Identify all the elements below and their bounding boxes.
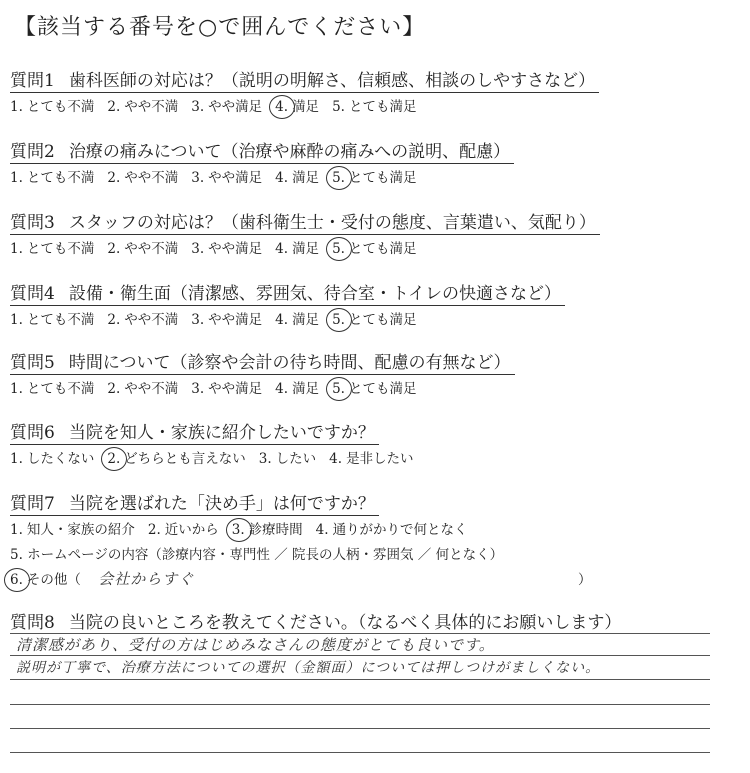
question-text: 当院を知人・家族に紹介したいですか？ — [68, 423, 375, 443]
option-3[interactable] — [191, 308, 262, 328]
question-8 — [10, 608, 625, 634]
option-number: 4. — [275, 381, 289, 397]
option-3[interactable] — [191, 377, 262, 397]
option-3[interactable] — [232, 518, 303, 538]
option-label: とても満足 — [348, 170, 417, 186]
option-number: 4. — [329, 451, 343, 467]
option-2[interactable] — [107, 95, 178, 115]
question-number: 質問3 — [10, 213, 55, 233]
other-close-paren: ） — [578, 572, 592, 588]
question-number: 質問4 — [10, 284, 55, 304]
option-number: 1. — [10, 451, 23, 467]
option-1[interactable] — [10, 377, 94, 397]
options-row-other — [10, 568, 630, 589]
option-number: 3. — [191, 381, 205, 397]
page-title: 【該当する番号を○で囲んでください】 — [14, 15, 426, 40]
answer-line — [10, 752, 710, 753]
question-number: 質問2 — [10, 142, 55, 162]
option-number: 5. — [332, 312, 345, 328]
option-label: とても不満 — [26, 99, 95, 115]
option-4[interactable] — [275, 308, 319, 328]
options-row — [10, 518, 630, 538]
option-number: 3. — [231, 522, 245, 538]
option-number: 4. — [315, 522, 329, 538]
option-2[interactable] — [148, 518, 219, 538]
question-6 — [10, 418, 427, 467]
option-label: 近いから — [164, 522, 219, 538]
option-3[interactable] — [259, 447, 316, 467]
question-title — [10, 489, 379, 516]
option-number: 3. — [191, 312, 205, 328]
option-number: 2. — [107, 451, 121, 467]
option-number: 2. — [107, 241, 121, 257]
option-1[interactable] — [10, 518, 135, 538]
question-number: 質問8 — [10, 613, 55, 633]
option-5[interactable] — [332, 377, 416, 397]
option-number: 3. — [258, 451, 272, 467]
option-3[interactable] — [191, 166, 262, 186]
option-label: やや不満 — [124, 170, 179, 186]
answer-line — [10, 728, 710, 729]
option-4[interactable] — [275, 377, 319, 397]
question-text: スタッフの対応は？（歯科衛生士・受付の態度、言葉遣い、気配り） — [68, 213, 596, 233]
option-label: 満足 — [292, 170, 320, 186]
option-5[interactable] — [332, 166, 416, 186]
option-number: 4. — [275, 241, 289, 257]
question-number: 質問5 — [10, 353, 55, 373]
question-title — [10, 348, 515, 375]
question-number: 質問1 — [10, 71, 55, 91]
option-5[interactable] — [332, 237, 416, 257]
question-title — [10, 279, 565, 306]
option-label: とても満足 — [348, 241, 417, 257]
option-label: やや満足 — [208, 170, 263, 186]
option-1[interactable] — [10, 447, 94, 467]
option-4[interactable] — [275, 237, 319, 257]
question-title — [10, 208, 600, 235]
question-2 — [10, 137, 514, 186]
options-row — [10, 237, 600, 257]
question-7 — [10, 489, 630, 589]
option-label: やや満足 — [208, 381, 263, 397]
handwritten-answer-line-1: 清潔感があり、受付の方はじめみなさんの態度がとても良いです。 — [16, 636, 495, 654]
option-number: 4. — [275, 170, 289, 186]
option-2[interactable] — [107, 447, 245, 467]
options-row — [10, 308, 565, 328]
answer-line — [10, 679, 710, 680]
question-text: 当院を選ばれた「決め手」は何ですか？ — [68, 494, 375, 514]
option-label: とても満足 — [348, 312, 417, 328]
question-text: 治療の痛みについて（治療や麻酔の痛みへの説明、配慮） — [68, 142, 511, 162]
option-label: やや満足 — [208, 99, 263, 115]
option-4[interactable] — [275, 95, 319, 115]
question-text: 歯科医師の対応は？（説明の明解さ、信頼感、相談のしやすさなど） — [68, 71, 596, 91]
option-number: 5. — [332, 170, 345, 186]
option-number: 1. — [10, 381, 23, 397]
option-other[interactable] — [10, 568, 81, 588]
option-1[interactable] — [10, 166, 94, 186]
option-label: やや満足 — [208, 312, 263, 328]
question-text: 当院の良いところを教えてください。（なるべく具体的にお願いします） — [68, 613, 622, 633]
option-label: やや不満 — [124, 312, 179, 328]
option-label: 是非したい — [346, 451, 414, 467]
option-label: 満足 — [292, 381, 320, 397]
option-number: 3. — [191, 99, 205, 115]
option-number: 4. — [275, 312, 289, 328]
option-label: やや不満 — [124, 241, 179, 257]
option-label: やや不満 — [124, 381, 179, 397]
option-number: 1. — [10, 522, 23, 538]
question-1 — [10, 66, 599, 115]
option-label: したくない — [26, 451, 95, 467]
option-label: とても満足 — [348, 381, 417, 397]
option-number: 2. — [107, 312, 121, 328]
question-5 — [10, 348, 515, 397]
option-label: とても満足 — [348, 99, 417, 115]
option-number: 5. — [332, 381, 345, 397]
question-title — [10, 418, 379, 445]
option-number: 3. — [191, 170, 205, 186]
option-number: 2. — [107, 99, 121, 115]
question-number: 質問7 — [10, 494, 55, 514]
option-label: やや不満 — [124, 99, 179, 115]
option-label: とても不満 — [26, 381, 95, 397]
option-number: 2. — [107, 170, 121, 186]
option-number: 3. — [191, 241, 205, 257]
option-3[interactable] — [191, 95, 262, 115]
options-row — [10, 377, 515, 397]
option-number: 5. — [332, 241, 345, 257]
option-4[interactable] — [329, 447, 413, 467]
option-5-homepage: 5. ホームページの内容（診療内容・専門性 ／ 院長の人柄・雰囲気 ／ 何となく） — [10, 547, 504, 563]
question-title — [10, 66, 599, 93]
handwritten-other-answer: 会社からすぐ — [98, 570, 195, 588]
option-2[interactable] — [107, 166, 178, 186]
option-number: 5. — [332, 99, 345, 115]
option-label: とても不満 — [26, 312, 95, 328]
option-number: 2. — [147, 522, 161, 538]
option-number: 1. — [10, 312, 23, 328]
option-2[interactable] — [107, 237, 178, 257]
option-label: 診療時間 — [248, 522, 303, 538]
option-number: 1. — [10, 241, 23, 257]
option-5[interactable] — [332, 95, 416, 115]
options-row — [10, 95, 599, 115]
option-5[interactable] — [332, 308, 416, 328]
question-title — [10, 137, 514, 164]
answer-line — [10, 655, 710, 656]
answer-line — [10, 704, 710, 705]
option-4[interactable] — [316, 518, 468, 538]
question-4 — [10, 279, 565, 328]
question-number: 質問6 — [10, 423, 55, 443]
option-number: 2. — [107, 381, 121, 397]
option-1[interactable] — [10, 237, 94, 257]
option-3[interactable] — [191, 237, 262, 257]
option-2[interactable] — [107, 377, 178, 397]
option-4[interactable] — [275, 166, 319, 186]
options-row — [10, 447, 427, 467]
option-2[interactable] — [107, 308, 178, 328]
option-label: したい — [275, 451, 317, 467]
option-number: 1. — [10, 170, 23, 186]
question-3 — [10, 208, 600, 257]
question-text: 設備・衛生面（清潔感、雰囲気、待合室・トイレの快適さなど） — [68, 284, 561, 304]
option-label: 知人・家族の紹介 — [26, 522, 135, 538]
option-label: その他（ — [26, 572, 81, 588]
option-label: どちらとも言えない — [124, 451, 246, 467]
handwritten-answer-line-2: 説明が丁寧で、治療方法についての選択（金額面）については押しつけがましくない。 — [16, 660, 601, 676]
option-label: 通りがかりで何となく — [332, 522, 468, 538]
question-text: 時間について（診察や会計の待ち時間、配慮の有無など） — [68, 353, 511, 373]
option-1[interactable] — [10, 95, 94, 115]
option-label: 満足 — [292, 312, 320, 328]
option-label: 満足 — [292, 241, 320, 257]
options-row-2 — [10, 543, 630, 563]
option-number: 6. — [10, 572, 23, 588]
options-row — [10, 166, 514, 186]
option-label: とても不満 — [26, 241, 95, 257]
option-number: 1. — [10, 99, 23, 115]
question-title — [10, 608, 625, 634]
option-label: やや満足 — [208, 241, 263, 257]
option-label: 満足 — [292, 99, 320, 115]
option-1[interactable] — [10, 308, 94, 328]
option-label: とても不満 — [26, 170, 95, 186]
option-number: 4. — [275, 99, 289, 115]
